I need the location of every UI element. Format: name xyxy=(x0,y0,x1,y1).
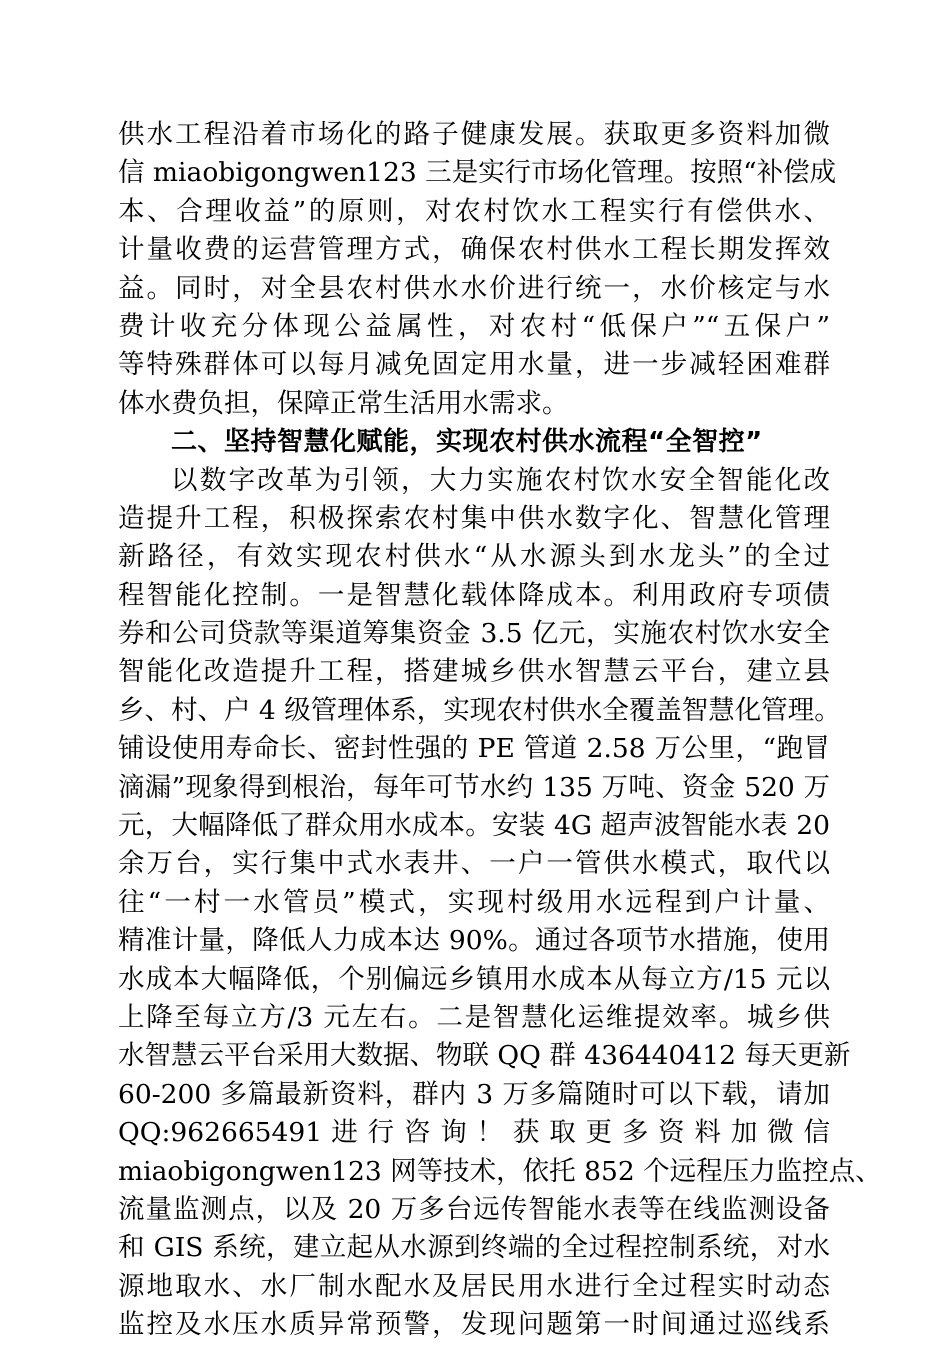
paragraph-1 xyxy=(118,116,837,423)
text-line: 计量收费的运营管理方式，确保农村供水工程长期发挥效 xyxy=(118,234,830,266)
text-line: 等特殊群体可以每月减免固定用水量，进一步减轻困难群 xyxy=(118,349,830,381)
text-line: 益。同时，对全县农村供水水价进行统一，水价核定与水 xyxy=(118,272,830,304)
text-line: 滴漏”现象得到根治，每年可节水约 135 万吨、资金 520 万 xyxy=(118,771,830,803)
text-line: 供水工程沿着市场化的路子健康发展。获取更多资料加微 xyxy=(118,119,830,150)
section-heading: 二、坚持智慧化赋能，实现农村供水流程“全智控” xyxy=(171,427,763,458)
text-line: 和 GIS 系统，建立起从水源到终端的全过程控制系统，对水 xyxy=(118,1232,830,1264)
text-line: 铺设使用寿命长、密封性强的 PE 管道 2.58 万公里，“跑冒 xyxy=(118,733,830,765)
document-body xyxy=(118,116,882,1345)
text-line: 监控及水压水质异常预警，发现问题第一时间通过巡线系 xyxy=(118,1309,830,1341)
text-line: 信 miaobigongwen123 三是实行市场化管理。按照“补偿成 xyxy=(118,157,837,189)
text-line: 费计收充分体现公益属性，对农村“低保户”“五保户” xyxy=(118,310,830,342)
text-line: 智能化改造提升工程，搭建城乡供水智慧云平台，建立县 xyxy=(118,656,830,688)
text-line: 流量监测点，以及 20 万多台远传智能水表等在线监测设备 xyxy=(118,1193,830,1225)
paragraph-2 xyxy=(118,462,882,1345)
text-line: 本、合理收益”的原则，对农村饮水工程实行有偿供水、 xyxy=(118,195,830,227)
text-line: 源地取水、水厂制水配水及居民用水进行全过程实时动态 xyxy=(118,1270,830,1302)
text-line: 余万台，实行集中式水表井、一户一管供水模式，取代以 xyxy=(118,848,830,880)
text-line: 新路径，有效实现农村供水“从水源头到水龙头”的全过 xyxy=(118,541,830,573)
text-line: 水智慧云平台采用大数据、物联 QQ 群 436440412 每天更新 xyxy=(118,1040,851,1072)
text-line: 上降至每立方/3 元左右。二是智慧化运维提效率。城乡供 xyxy=(118,1001,830,1033)
text-line: 60-200 多篇最新资料，群内 3 万多篇随时可以下载，请加 xyxy=(118,1078,830,1110)
text-line: QQ:962665491 进 行 咨 询 ！ 获 取 更 多 资 料 加 微 信 xyxy=(118,1117,830,1149)
text-line: 程智能化控制。一是智慧化载体降成本。利用政府专项债 xyxy=(118,579,830,611)
text-line: 水成本大幅降低，个别偏远乡镇用水成本从每立方/15 元以 xyxy=(118,963,830,995)
text-line: 券和公司贷款等渠道筹集资金 3.5 亿元，实施农村饮水安全 xyxy=(118,618,830,650)
text-line: 乡、村、户 4 级管理体系，实现农村供水全覆盖智慧化管理。 xyxy=(118,694,841,726)
text-line: miaobigongwen123 网等技术，依托 852 个远程压力监控点、 xyxy=(118,1155,882,1187)
text-line: 造提升工程，积极探索农村集中供水数字化、智慧化管理 xyxy=(118,502,830,534)
text-line: 以数字改革为引领，大力实施农村饮水安全智能化改 xyxy=(171,464,830,496)
text-line: 体水费负担，保障正常生活用水需求。 xyxy=(118,387,569,419)
text-line: 往“一村一水管员”模式，实现村级用水远程到户计量、 xyxy=(118,886,830,918)
text-line: 精准计量，降低人力成本达 90%。通过各项节水措施，使用 xyxy=(118,925,830,957)
text-line: 元，大幅降低了群众用水成本。安装 4G 超声波智能水表 20 xyxy=(118,810,830,842)
